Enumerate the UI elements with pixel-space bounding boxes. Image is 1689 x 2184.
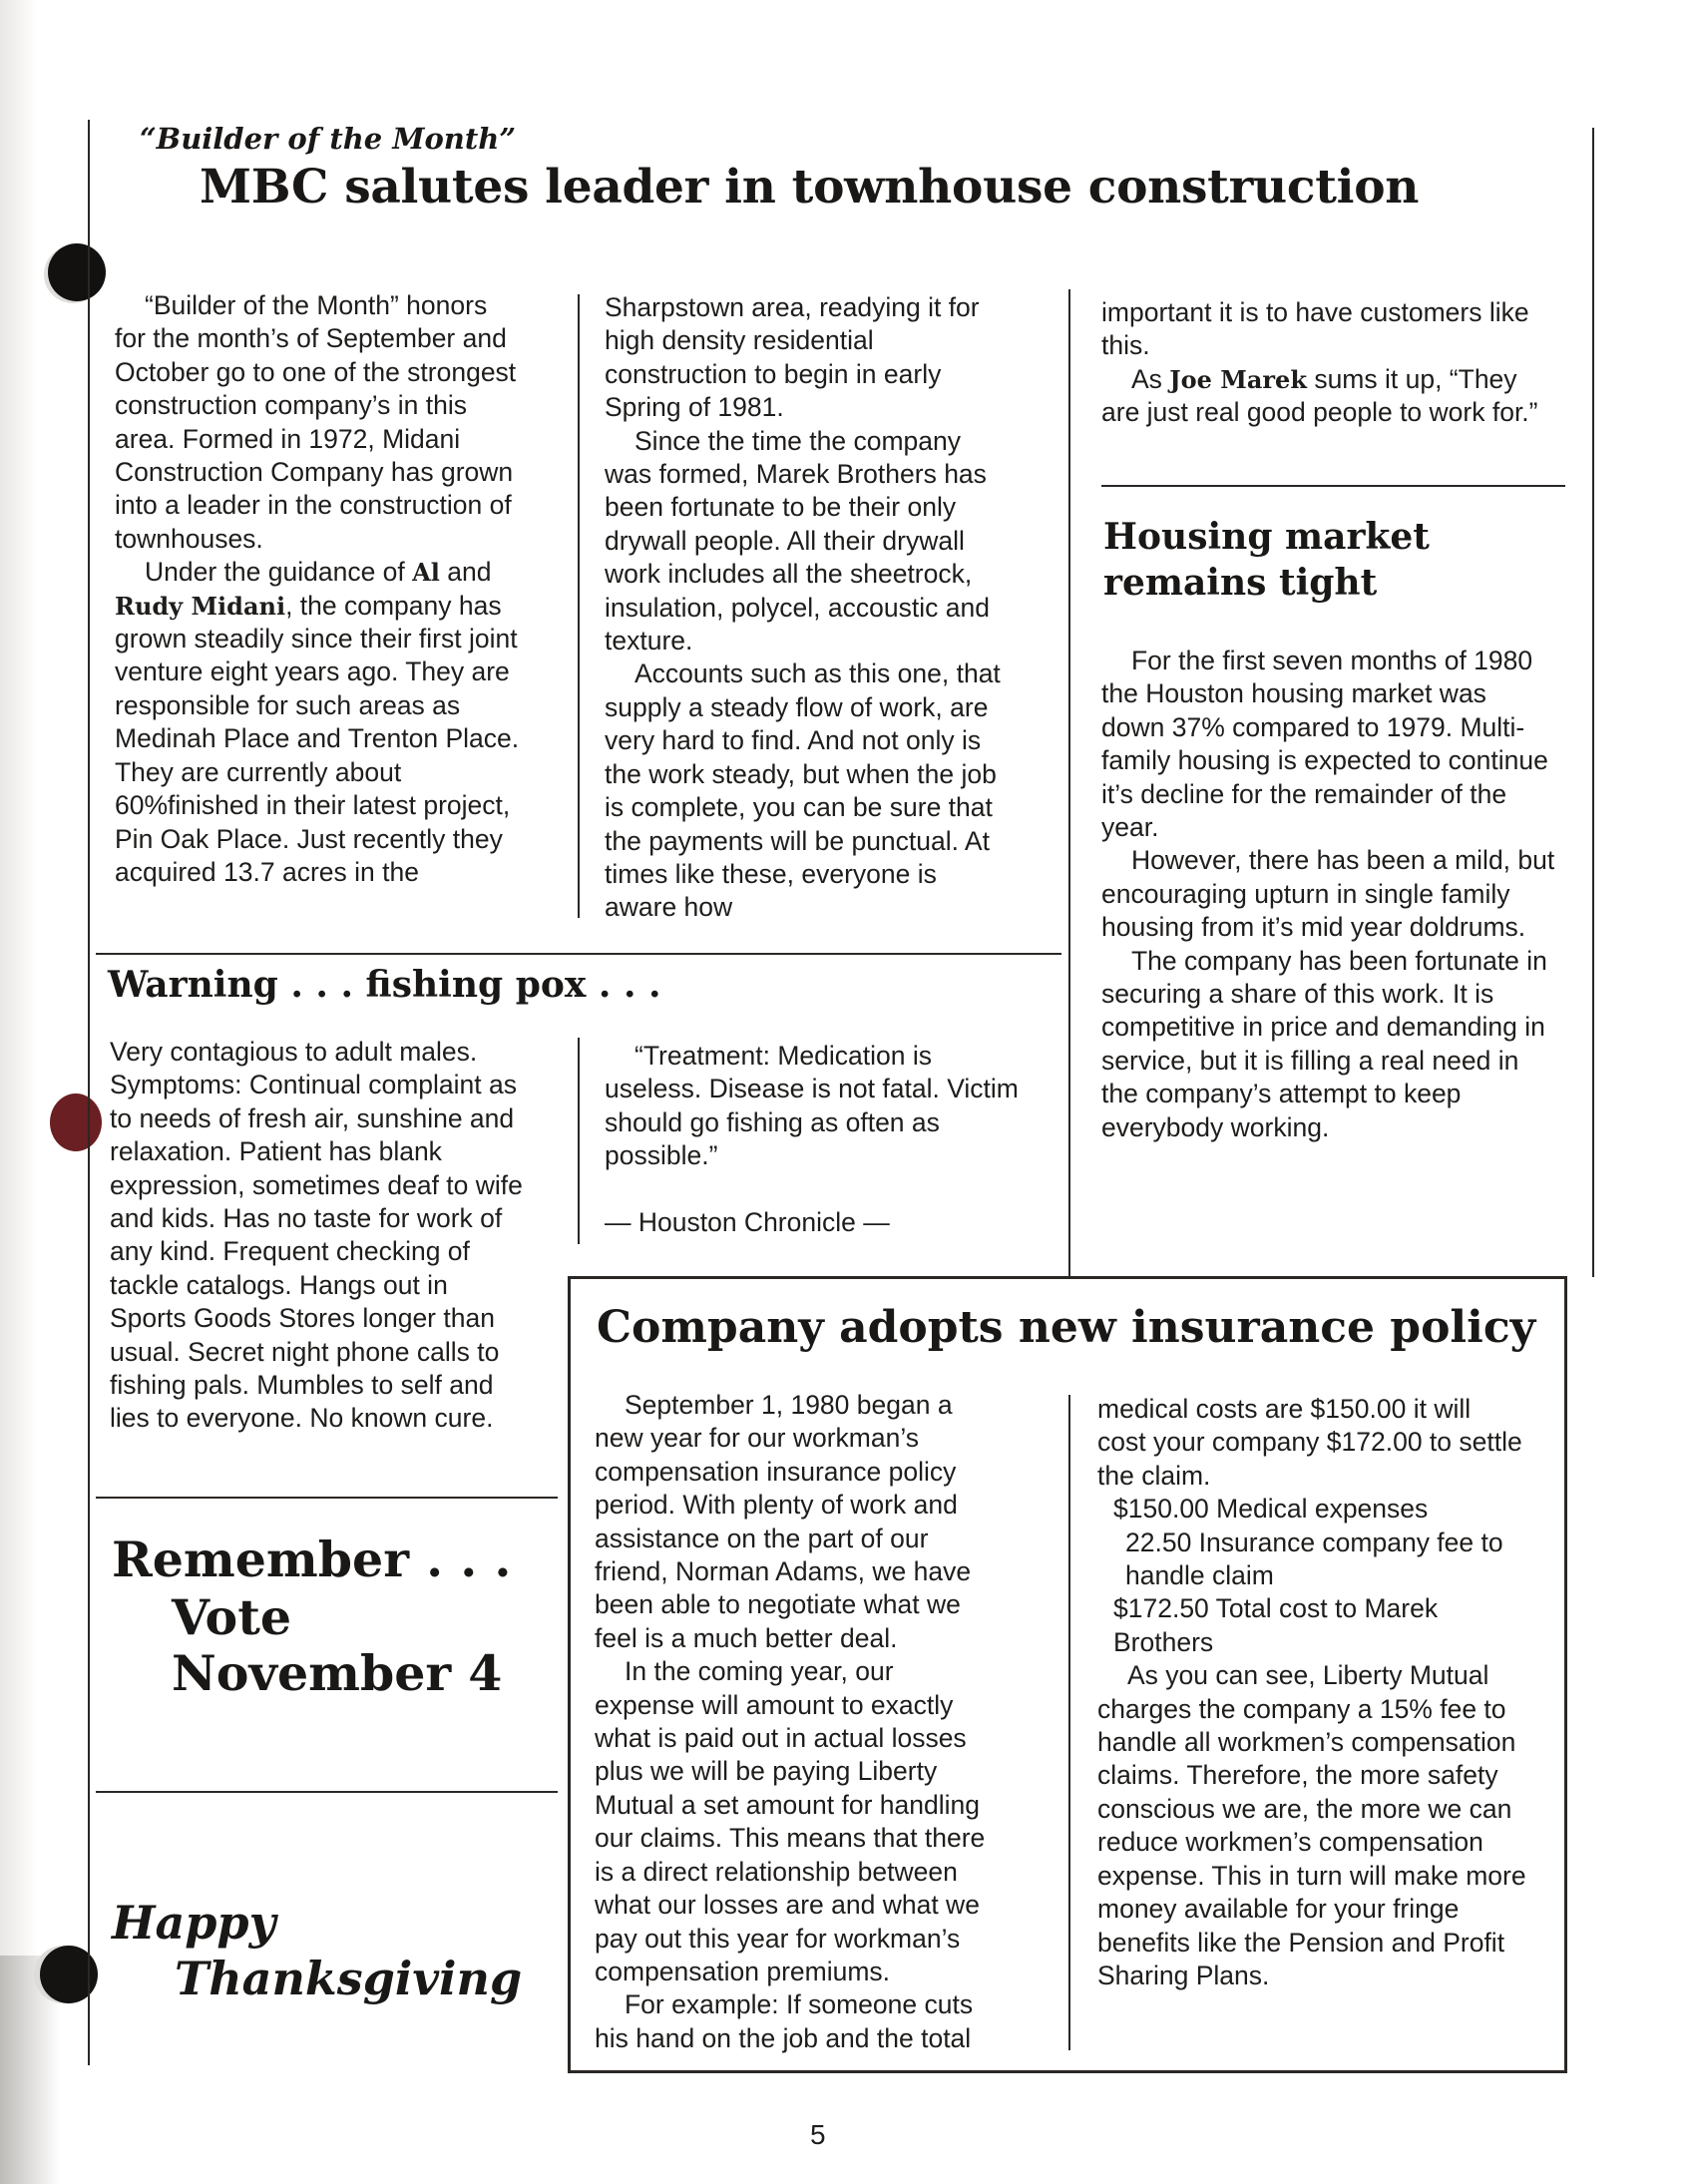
warning-headline: Warning . . . fishing pox . . . bbox=[108, 964, 661, 1006]
insurance-cost-line: 22.50 Insurance company fee to handle claim bbox=[1125, 1527, 1503, 1591]
section-rule bbox=[96, 953, 1061, 955]
name-al: Al bbox=[412, 558, 440, 588]
builder-column-1 bbox=[115, 289, 524, 889]
thanks-line-1: Happy bbox=[112, 1896, 276, 1950]
binder-hole-middle bbox=[50, 1093, 102, 1151]
thanks-line-2: Thanksgiving bbox=[175, 1952, 523, 2005]
housing-paragraph: The company has been fortunate in securing a share of this work. It is competitive in price and demanding in service, but it is filling a real need in the company’s attempt to keep everybody working. bbox=[1101, 945, 1547, 1142]
left-page-rule bbox=[88, 120, 90, 2065]
right-page-rule bbox=[1592, 128, 1594, 1277]
column-rule bbox=[1068, 289, 1070, 1277]
warning-body bbox=[110, 1036, 529, 1436]
insurance-column-1 bbox=[595, 1389, 999, 2055]
section-rule bbox=[96, 1791, 558, 1793]
builder-paragraph: important it is to have customers like this. bbox=[1101, 297, 1529, 361]
insurance-headline: Company adopts new insurance policy bbox=[597, 1302, 1536, 1353]
builder-paragraph: Under the guidance of Al and Rudy Midani, the company has grown steadily since their first joint venture eight years ago. They are responsible for such areas as Medinah Place and Trenton Place. They are currently about 60%finished in their latest project, Pin Oak Place. Just recently they acquired 13.7 acres in the bbox=[115, 557, 520, 887]
housing-body bbox=[1101, 645, 1555, 1144]
insurance-paragraph: September 1, 1980 began a new year for our workman’s compensation insurance policy period. With plenty of work and assistance on the part of our friend, Norman Adams, we have been able to negotiate what we feel is a much better deal. bbox=[595, 1390, 972, 1653]
insurance-paragraph: As you can see, Liberty Mutual charges the company a 15% fee to handle all workmen’s compensation claims. Therefore, the more safety conscious we are, the more we can reduce workmen’s compensation expense. This in turn will make more money available for your fringe benefits like the Pension and Profit Sharing Plans. bbox=[1097, 1660, 1526, 1990]
warning-quote-text: “Treatment: Medication is useless. Disease is not fatal. Victim should go fishing as often as possible.” bbox=[605, 1041, 1019, 1171]
column-rule bbox=[578, 294, 580, 918]
builder-kicker: “Builder of the Month” bbox=[140, 122, 517, 156]
builder-paragraph: Sharpstown area, readying it for high density residential construction to begin in early Spring of 1981. bbox=[605, 292, 980, 423]
binding-shadow bbox=[0, 0, 38, 2184]
builder-paragraph: Since the time the company was formed, Marek Brothers has been fortunate to be their only drywall people. All their drywall work includes all the sheetrock, insulation, polycel, accoustic and texture. bbox=[605, 425, 990, 656]
insurance-paragraph: medical costs are $150.00 it will cost your company $172.00 to settle the claim. bbox=[1097, 1394, 1522, 1491]
housing-paragraph: However, there has been a mild, but encouraging upturn in single family housing from it’s mid year doldrums. bbox=[1101, 845, 1555, 943]
warning-paragraph: Very contagious to adult males. Symptoms: Continual complaint as to needs of fresh air, sunshine and relaxation. Patient has blank expression, sometimes deaf to wife and kids. Has no taste for work of any kind. Frequent checking of tackle catalogs. Hangs out in Sports Goods Stores longer than usual. Secret night phone calls to fishing pals. Mumbles to self and lies to everyone. No known cure. bbox=[110, 1037, 523, 1434]
builder-paragraph: “Builder of the Month” honors for the month’s of September and October go to one of the strongest construction company’s in this area. Formed in 1972, Midani Construction Company has grown into a leader in the construction of townhouses. bbox=[115, 290, 517, 554]
builder-column-3 bbox=[1101, 296, 1540, 430]
binder-hole-top bbox=[48, 243, 106, 301]
column-rule bbox=[1068, 1395, 1070, 2050]
section-rule bbox=[1101, 485, 1565, 487]
warning-quote bbox=[605, 1040, 1024, 1239]
housing-headline: Housing market remains tight bbox=[1103, 516, 1430, 604]
remember-line-2: Vote bbox=[172, 1588, 292, 1646]
builder-paragraph: Accounts such as this one, that supply a steady flow of work, are very hard to find. And not only is the work steady, but when the job is complete, you can be sure that the payments will be punctual. At times like these, everyone is aware how bbox=[605, 658, 1001, 923]
page-number: 5 bbox=[810, 2119, 826, 2150]
insurance-paragraph: For example: If someone cuts his hand on the job and the total bbox=[595, 1989, 974, 2053]
builder-headline: MBC salutes leader in townhouse construction bbox=[200, 160, 1420, 215]
insurance-column-2 bbox=[1097, 1393, 1526, 1992]
name-rudy-midani: Rudy Midani bbox=[115, 591, 286, 621]
remember-line-1: Remember . . . bbox=[112, 1530, 512, 1588]
column-rule bbox=[578, 1038, 580, 1244]
name-joe-marek: Joe Marek bbox=[1169, 364, 1307, 394]
insurance-cost-line: $150.00 Medical expenses bbox=[1113, 1494, 1429, 1525]
housing-paragraph: For the first seven months of 1980 the Houston housing market was down 37% compared to 1979. Multi-family housing is expected to continue it’s decline for the remainder of the year. bbox=[1101, 646, 1548, 843]
section-rule bbox=[96, 1497, 558, 1499]
insurance-cost-line: $172.50 Total cost to Marek Brothers bbox=[1113, 1593, 1439, 1657]
builder-paragraph: As Joe Marek sums it up, “They are just real good people to work for.” bbox=[1101, 363, 1538, 428]
builder-column-2 bbox=[605, 291, 1009, 925]
remember-line-3: November 4 bbox=[172, 1644, 503, 1702]
warning-quote-source: — Houston Chronicle — bbox=[605, 1206, 890, 1237]
insurance-paragraph: In the coming year, our expense will amount to exactly what is paid out in actual losses plus we will be paying Liberty Mutual a set amount for handling our claims. This means that there is a direct relationship between what our losses are and what we pay out this year for workman’s compensation premiums. bbox=[595, 1656, 986, 1986]
